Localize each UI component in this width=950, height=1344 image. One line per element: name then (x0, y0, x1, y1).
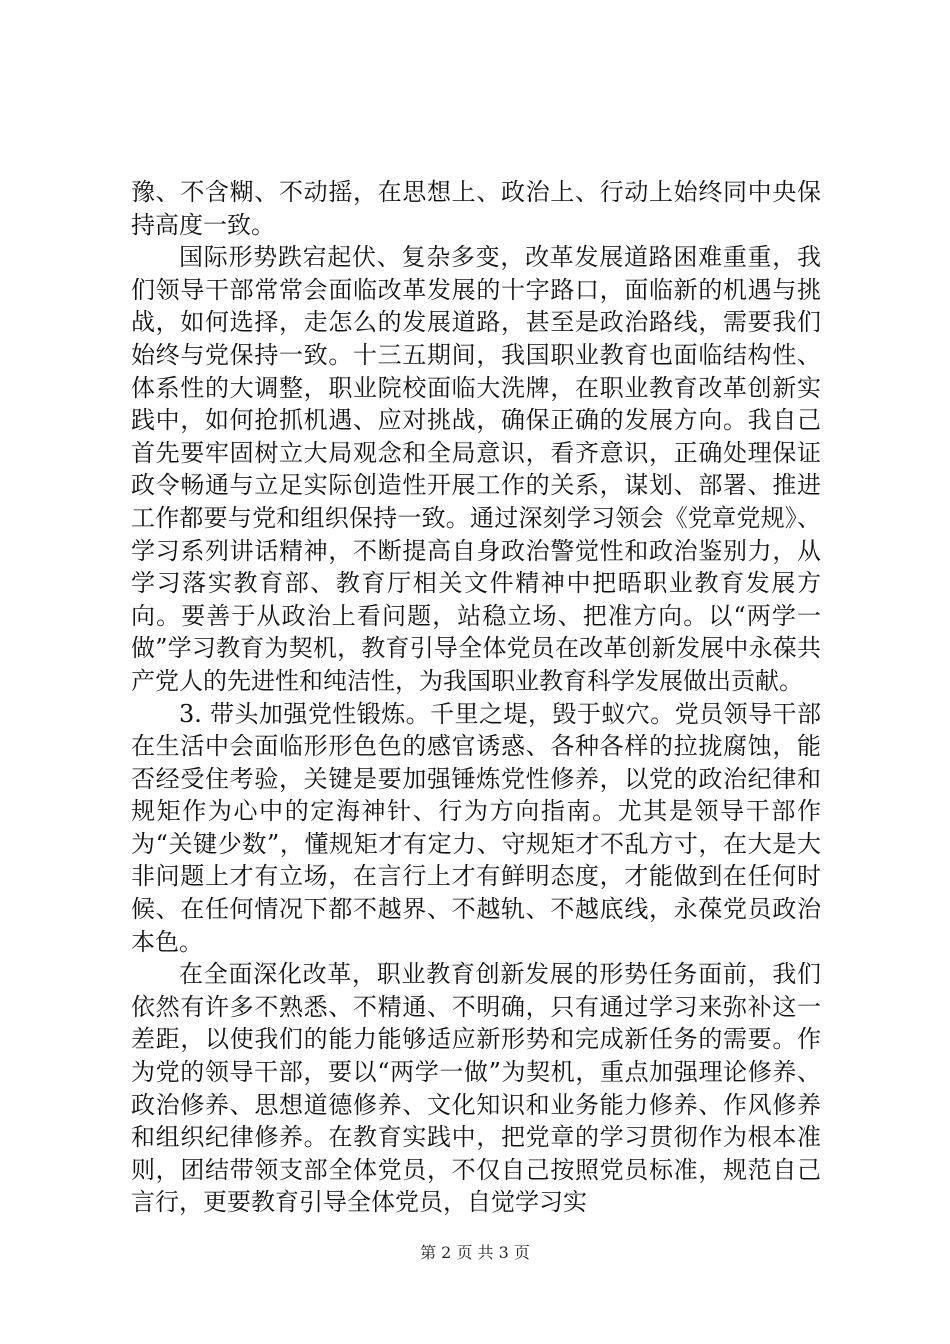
paragraph-party-spirit-training: 3. 带头加强党性锻炼。千里之堤，毁于蚁穴。党员领导干部在生活中会面临形形色色的感官诱惑、各种各样的拉拢腐蚀，能否经受住考验，关键是要加强锤炼党性修养，以党的政治纪律和规矩作为心中的定海神针、行为方向指南。尤其是领导干部作为“关键少数”，懂规矩才有定力、守规矩才不乱方寸，在大是大非问题上才有立场，在言行上才有鲜明态度，才能做到在任何时候、在任何情况下都不越界、不越轨、不越底线，永葆党员政治本色。 (131, 699, 821, 956)
paragraph-deepening-reform: 在全面深化改革，职业教育创新发展的形势任务面前，我们依然有许多不熟悉、不精通、不明确，只有通过学习来弥补这一差距，以使我们的能力能够适应新形势和完成新任务的需要。作为党的领导干部，要以“两学一做”为契机，重点加强理论修养、政治修养、思想道德修养、文化知识和业务能力修养、作风修养和组织纪律修养。在教育实践中，把党章的学习贯彻作为根本准则，团结带领支部全体党员，不仅自己按照党员标准，规范自己言行，更要教育引导全体党员，自觉学习实 (131, 960, 821, 1217)
page-number-footer: 第 2 页 共 3 页 (420, 1243, 530, 1262)
paragraph-international-situation: 国际形势跌宕起伏、复杂多变，改革发展道路困难重重，我们领导干部常常会面临改革发展的十字路口，面临新的机遇与挑战，如何选择，走怎么的发展道路，甚至是政治路线，需要我们始终与党保持一致。十三五期间，我国职业教育也面临结构性、体系性的大调整，职业院校面临大洗牌，在职业教育改革创新实践中，如何抢抓机遇、应对挑战，确保正确的发展方向。我自己首先要牢固树立大局观念和全局意识，看齐意识，正确处理保证政令畅通与立足实际创造性开展工作的关系，谋划、部署、推进工作都要与党和组织保持一致。通过深刻学习领会《党章党规》、学习系列讲话精神，不断提高自身政治警觉性和政治鉴别力，从学习落实教育部、教育厅相关文件精神中把晤职业教育发展方向。要善于从政治上看问题，站稳立场、把准方向。以“两学一做”学习教育为契机，教育引导全体党员在改革创新发展中永葆共产党人的先进性和纯洁性，为我国职业教育科学发展做出贡献。 (131, 243, 821, 695)
document-body (131, 176, 821, 1219)
paragraph-continuation: 豫、不含糊、不动摇，在思想上、政治上、行动上始终同中央保持高度一致。 (131, 178, 821, 239)
